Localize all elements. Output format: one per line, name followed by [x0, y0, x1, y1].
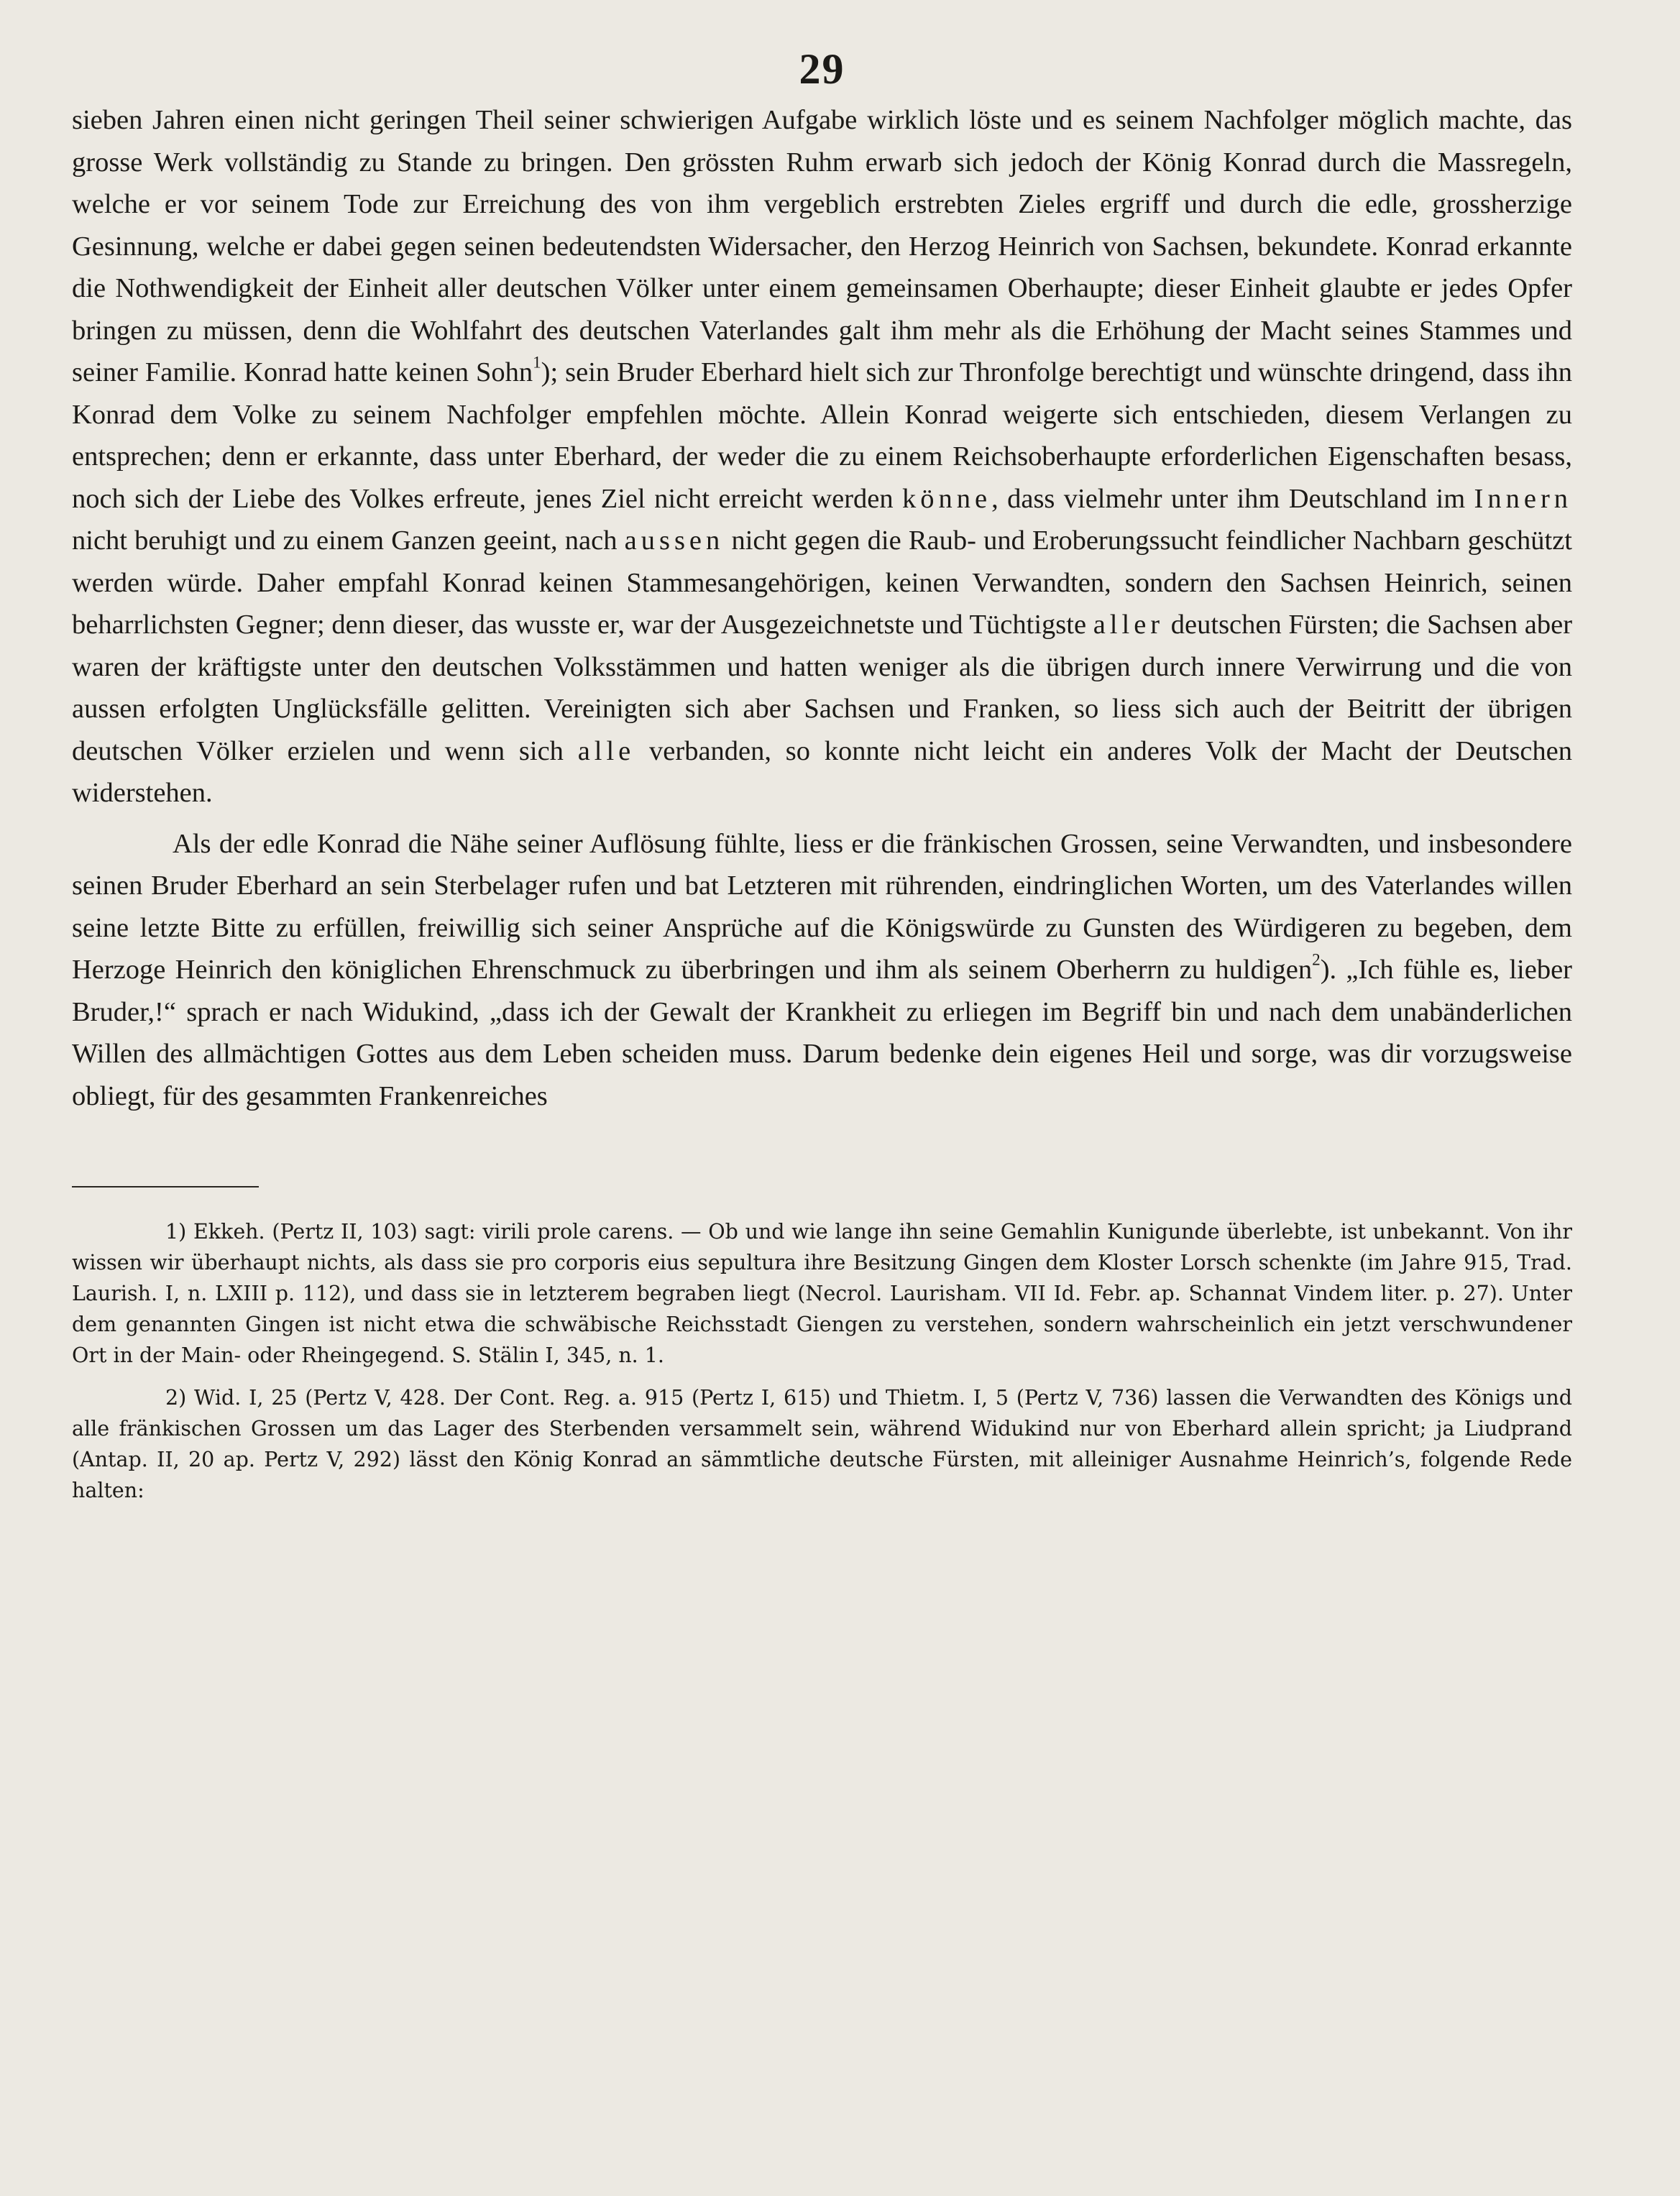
footnote-reference-1: 1 — [533, 352, 541, 372]
emphasis-aller: aller — [1093, 610, 1165, 640]
paragraph-1-part-j: deutschen Fürsten; die Sachsen aber waren der kräftigste unter den deutschen Volksstämmen und hatten weniger als die übrigen durch innere Verwirrung und die von aussen erfolgten Unglücksfälle gelitten. Vereinigten sich aber Sachsen und Franken, so liess sich auch der Beitritt der übrigen deutschen Völker erzielen und wenn sich — [72, 610, 1573, 766]
page-number: 29 — [799, 45, 845, 93]
paragraph-1-part-h: nicht gegen die Raub- und Eroberungssucht feindlicher Nachbarn geschützt werden würde. Daher empfahl Konrad keinen Stammesangehörigen, keinen Verwandten, sondern den Sachsen Heinrich, seinen beharrlichsten Gegner; denn dieser, das wusste er, war der Ausgezeichnetste und Tüchtigste — [72, 525, 1572, 640]
emphasis-innern: Innern — [1474, 483, 1573, 514]
paragraph-2 — [72, 823, 1572, 1118]
paragraph-2-part-a: Als der edle Konrad die Nähe seiner Auflösung fühlte, liess er die fränkischen Grossen, seine Verwandten, und insbesondere seinen Bruder Eberhard an sein Sterbelager rufen und bat Letzteren mit rührenden, eindringlichen Worten, um des Vaterlandes willen seine letzte Bitte zu erfüllen, freiwillig sich seiner Ansprüche auf die Königswürde zu Gunsten des Würdigeren zu begeben, dem Herzoge Heinrich den königlichen Ehrenschmuck zu überbringen und ihm als seinem Oberherrn zu huldigen — [72, 828, 1572, 985]
emphasis-alle: alle — [577, 735, 635, 766]
emphasis-aussen: aussen — [624, 525, 725, 556]
paragraph-1-part-a: sieben Jahren einen nicht geringen Theil seiner schwierigen Aufgabe wirklich löste und es seinem Nachfolger möglich machte, das grosse Werk vollständig zu Stande zu bringen. Den grössten Ruhm erwarb sich jedoch der König Konrad durch die Massregeln, welche er vor seinem Tode zur Erreichung des von ihm vergeblich erstrebten Zieles ergriff und durch die edle, grossherzige Gesinnung, welche er dabei gegen seinen bedeutendsten Widersacher, den Herzog Heinrich von Sachsen, bekundete. Konrad erkannte die Nothwendigkeit der Einheit aller deutschen Völker unter einem gemeinsamen Oberhaupte; dieser Einheit glaubte er jedes Opfer bringen zu müssen, denn die Wohlfahrt des deutschen Vaterlandes galt ihm mehr als die Erhöhung der Macht seines Stammes und seiner Familie. Konrad hatte keinen Sohn — [72, 105, 1572, 387]
main-text — [72, 99, 1572, 1117]
paragraph-1-part-d: , dass vielmehr unter ihm Deutschland im — [991, 483, 1466, 514]
footnote-separator — [72, 1186, 259, 1187]
footnote-reference-2: 2 — [1312, 950, 1321, 969]
footnote-1: 1) Ekkeh. (Pertz II, 103) sagt: virili prole carens. — Ob und wie lange ihn seine Gemahlin Kunigunde überlebte, ist unbekannt. Von ihr wissen wir überhaupt nichts, als dass sie pro corporis eius sepultura ihre Besitzung Gingen dem Kloster Lorsch schenkte (im Jahre 915, Trad. Laurish. I, n. LXIII p. 112), und dass sie in letzterem begraben liegt (Necrol. Laurisham. VII Id. Febr. ap. Schannat Vindem liter. p. 27). Unter dem genannten Gingen ist nicht etwa die schwäbische Reichsstadt Giengen zu verstehen, sondern wahrscheinlich ein jetzt verschwundener Ort in der Main- oder Rheingegend. S. Stälin I, 345, n. 1. — [72, 1220, 1572, 1367]
paragraph-2-part-b: ). „Ich fühle es, lieber Bruder,!“ sprach er nach Widukind, „dass ich der Gewalt der Krankheit zu erliegen im Begriff bin und nach dem unabänderlichen Willen des allmächtigen Gottes aus dem Leben scheiden muss. Darum bedenke dein eigenes Heil und sorge, was dir vorzugsweise obliegt, für des gesammten Frankenreiches — [72, 955, 1573, 1111]
paragraph-1 — [72, 99, 1572, 814]
emphasis-koenne: könne — [902, 483, 992, 514]
paragraph-1-part-b: ); sein Bruder Eberhard hielt sich zur Thronfolge berechtigt und wünschte dringend, dass ihn Konrad dem Volke zu seinem Nachfolger empfehlen möchte. Allein Konrad weigerte sich entschieden, diesem Verlangen zu entsprechen; denn er erkannte, dass unter Eberhard, der weder die zu einem Reichsoberhaupte erforderlichen Eigenschaften besass, noch sich der Liebe des Volkes erfreute, jenes Ziel nicht erreicht werden — [72, 357, 1572, 514]
footnotes — [72, 1216, 1572, 1506]
footnote-2: 2) Wid. I, 25 (Pertz V, 428. Der Cont. Reg. a. 915 (Pertz I, 615) und Thietm. I, 5 (Pertz V, 736) lassen die Verwandten des Königs und alle fränkischen Grossen um das Lager des Sterbenden versammelt sein, während Widukind nur von Eberhard allein spricht; ja Liudprand (Antap. II, 20 ap. Pertz V, 292) lässt den König Konrad an sämmtliche deutsche Fürsten, mit alleiniger Ausnahme Heinrich’s, folgende Rede halten: — [72, 1386, 1572, 1502]
paragraph-1-part-f: nicht beruhigt und zu einem Ganzen geeint, nach — [72, 525, 618, 556]
paragraph-1-part-l: verbanden, so konnte nicht leicht ein anderes Volk der Macht der Deutschen widerstehen. — [72, 735, 1573, 808]
